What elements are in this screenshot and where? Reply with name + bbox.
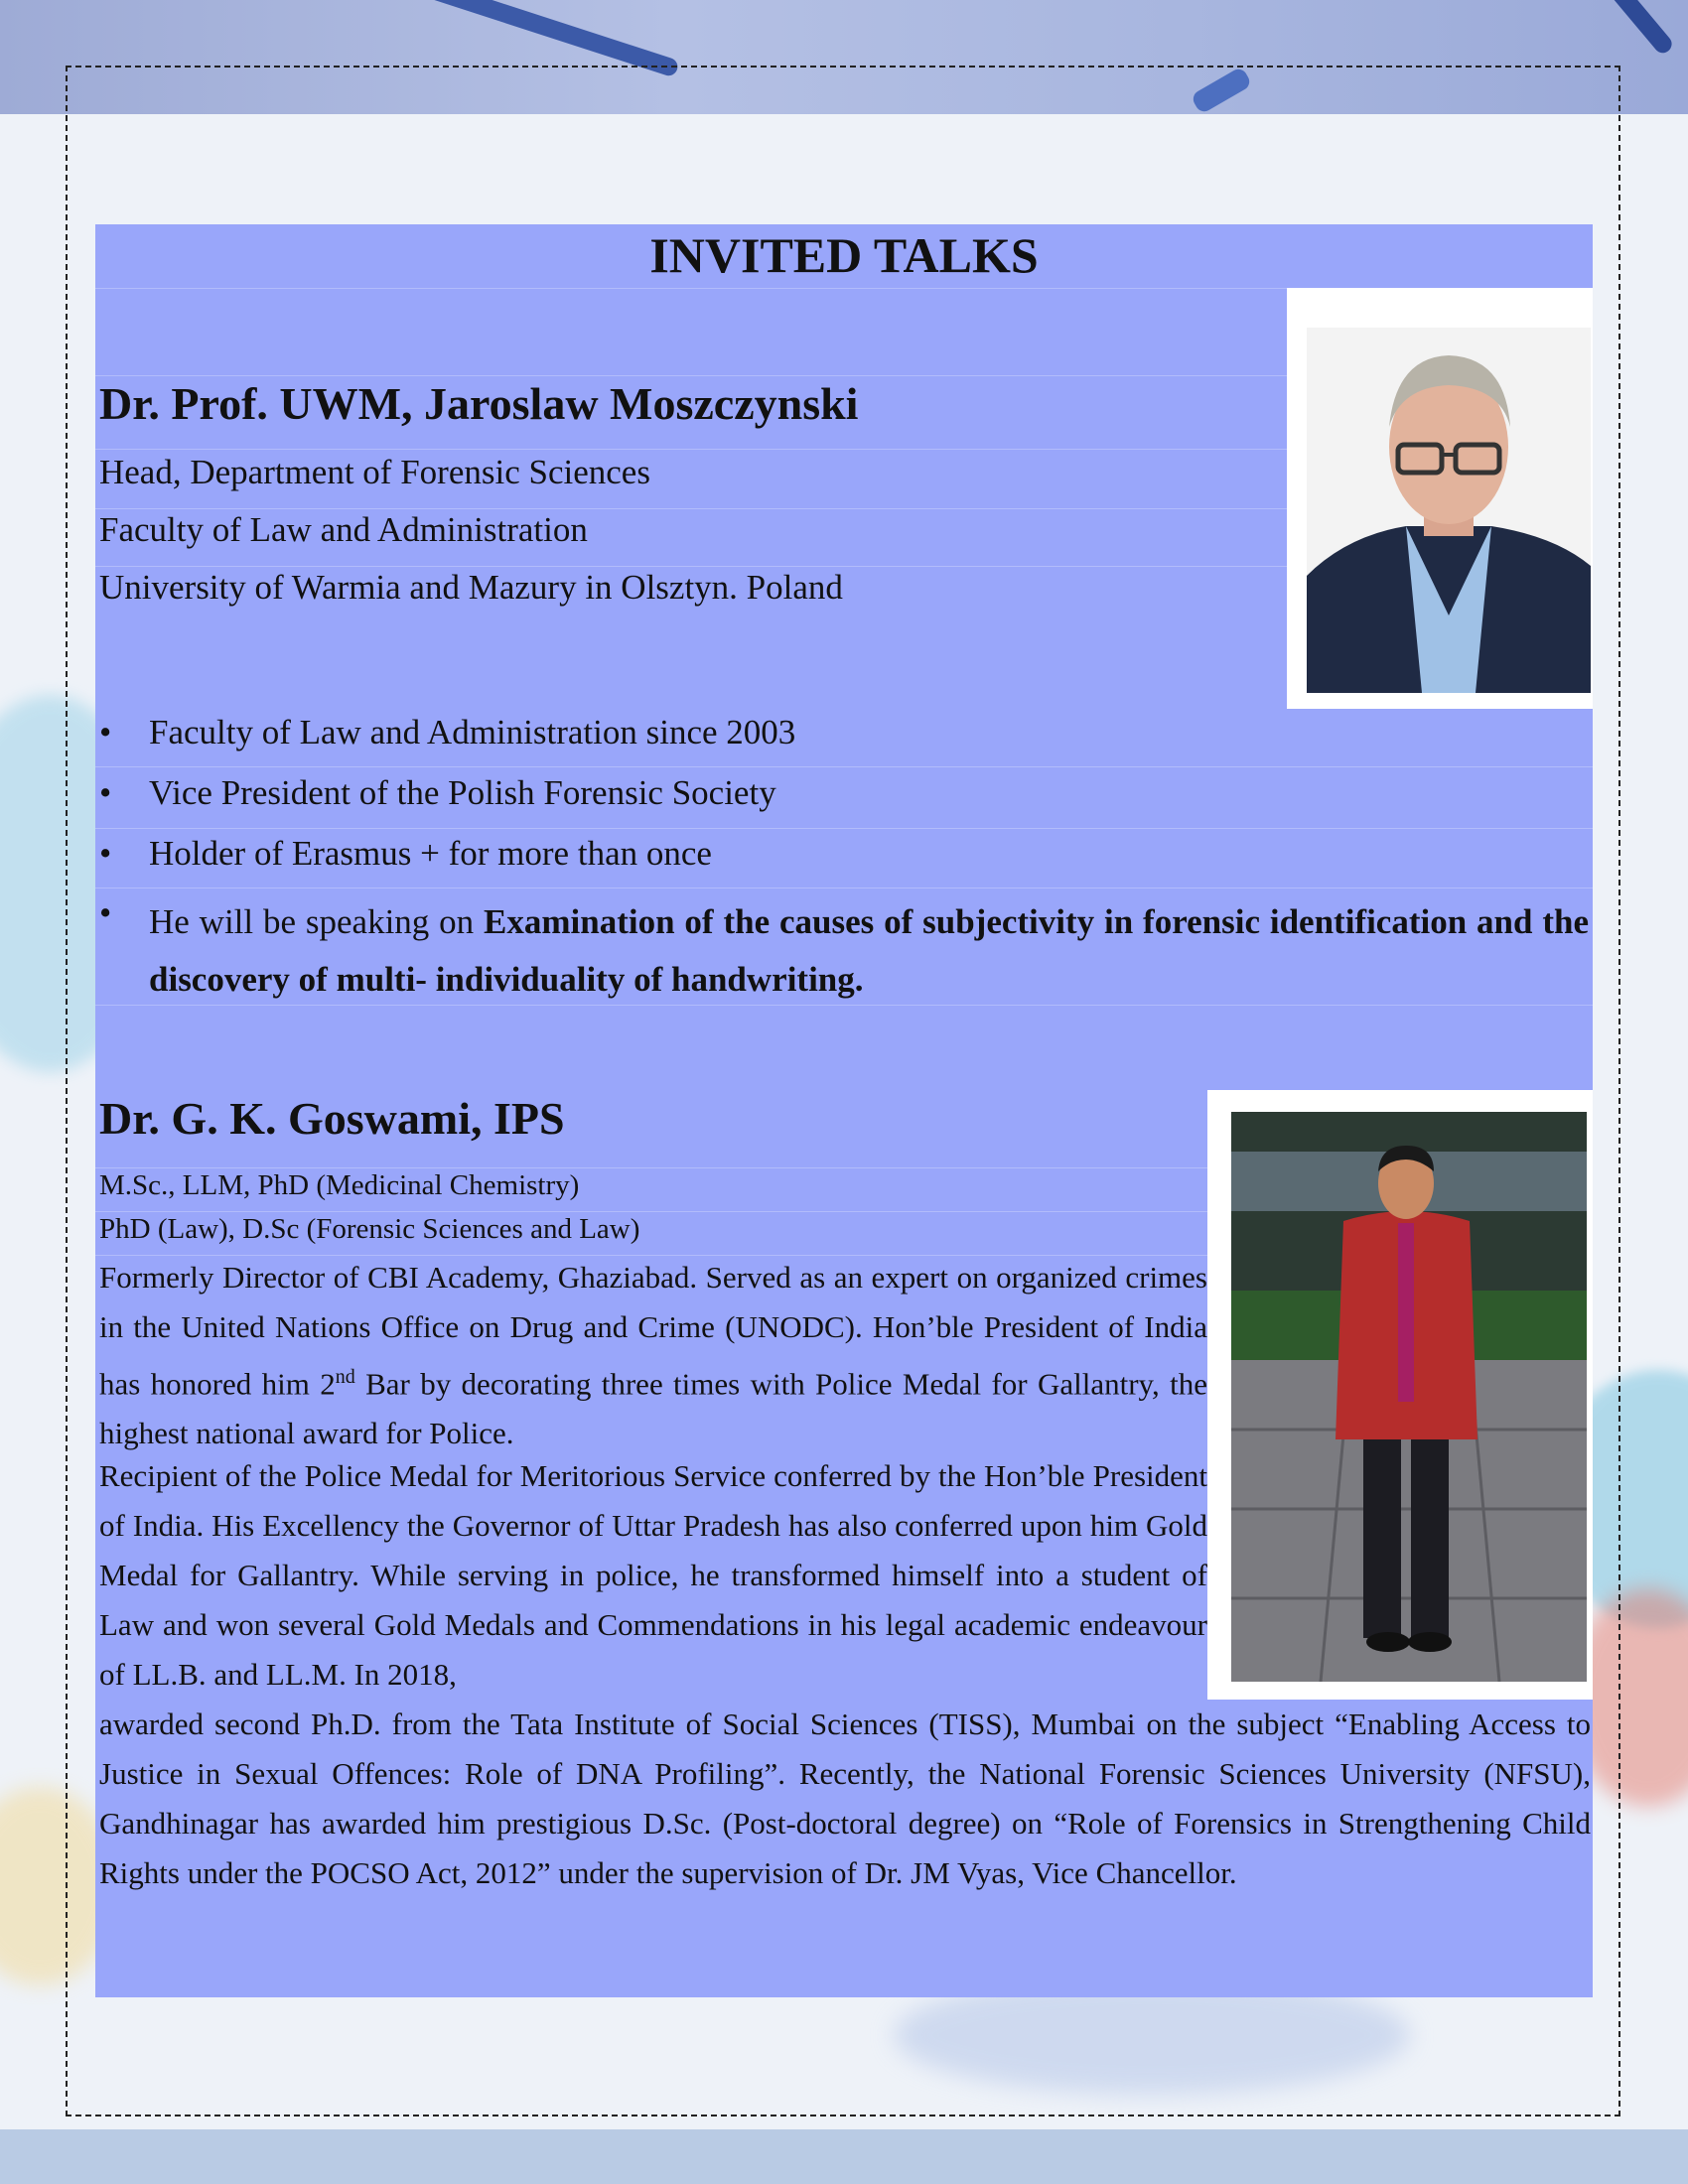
row-rule <box>95 1211 1207 1212</box>
talk-description <box>149 893 1589 1009</box>
speaker2-bio-paragraph: Recipient of the Police Medal for Meritorious Service conferred by the Hon’ble President of India. His Excellency the Governor of Uttar Pradesh has also conferred upon him Gold Medal for Gallantry. While serving in police, he transformed himself into a student of Law and won several Gold Medals and Commendations in his legal academic endeavour of LL.B. and LL.M. In 2018, <box>99 1458 1207 1692</box>
speaker1-name: Dr. Prof. UWM, Jaroslaw Moszczynski <box>99 378 859 429</box>
talk-intro: He will be speaking on <box>149 902 475 941</box>
list-item-text: Faculty of Law and Administration since 2003 <box>149 713 796 751</box>
bio-superscript: nd <box>335 1366 355 1388</box>
row-rule <box>95 375 1287 376</box>
speaker2-name: Dr. G. K. Goswami, IPS <box>99 1093 565 1144</box>
row-rule <box>95 566 1287 567</box>
speaker1-panel <box>95 288 1287 709</box>
row-rule <box>95 508 1287 509</box>
speaker1-photo <box>1307 328 1591 693</box>
speaker1-affiliation: Faculty of Law and Administration <box>99 510 588 549</box>
bullet-icon: • <box>99 834 112 873</box>
speaker1-affiliation: Head, Department of Forensic Sciences <box>99 453 650 491</box>
bullet-icon: • <box>99 713 112 751</box>
row-rule <box>95 449 1287 450</box>
row-rule <box>95 766 1593 767</box>
speaker2-bio-paragraph: awarded second Ph.D. from the Tata Institute of Social Sciences (TISS), Mumbai on the subject “Enabling Access to Justice in Sexual Offences: Role of DNA Profiling”. Recently, the National Forensic Sciences University (NFSU), Gandhinagar has awarded him prestigious D.Sc. (Post-doctoral degree) on “Role of Forensics in Strengthening Child Rights under the POCSO Act, 2012” under the supervision of Dr. JM Vyas, Vice Chancellor. <box>99 1706 1591 1890</box>
speaker2-degree: PhD (Law), D.Sc (Forensic Sciences and Law) <box>99 1213 640 1245</box>
bullet-icon: • <box>99 893 112 932</box>
bio-text: Bar by decorating three times with Police Medal for Gallantry, the highest national award for Police. <box>99 1366 1207 1451</box>
speaker2-bio-paragraph <box>99 1253 1207 1458</box>
footer-band <box>0 2129 1688 2184</box>
list-item-text: Holder of Erasmus + for more than once <box>149 834 712 873</box>
row-rule <box>95 887 1593 888</box>
row-rule <box>95 1167 1207 1168</box>
bio-text: Formerly Director of CBI Academy, Ghaziabad. Served as an expert on organized crimes in the United Nations Office on Drug and Crime (UNODC). Hon’ble President of India has honored him 2 <box>99 1260 1207 1402</box>
speaker2-degree: M.Sc., LLM, PhD (Medicinal Chemistry) <box>99 1169 580 1201</box>
speaker2-photo <box>1231 1112 1587 1682</box>
speaker1-photo-frame <box>1287 288 1593 709</box>
speaker2-photo-frame <box>1207 1090 1593 1700</box>
row-rule <box>95 828 1593 829</box>
speaker1-affiliation: University of Warmia and Mazury in Olsztyn. Poland <box>99 568 843 607</box>
list-item-text: Vice President of the Polish Forensic Society <box>149 773 776 812</box>
talk-title: Examination of the causes of subjectivity in forensic identification and the discovery of multi- individuality of handwriting. <box>149 902 1589 999</box>
bullet-icon: • <box>99 773 112 812</box>
row-rule <box>95 288 1287 289</box>
page-title: INVITED TALKS <box>649 227 1039 283</box>
